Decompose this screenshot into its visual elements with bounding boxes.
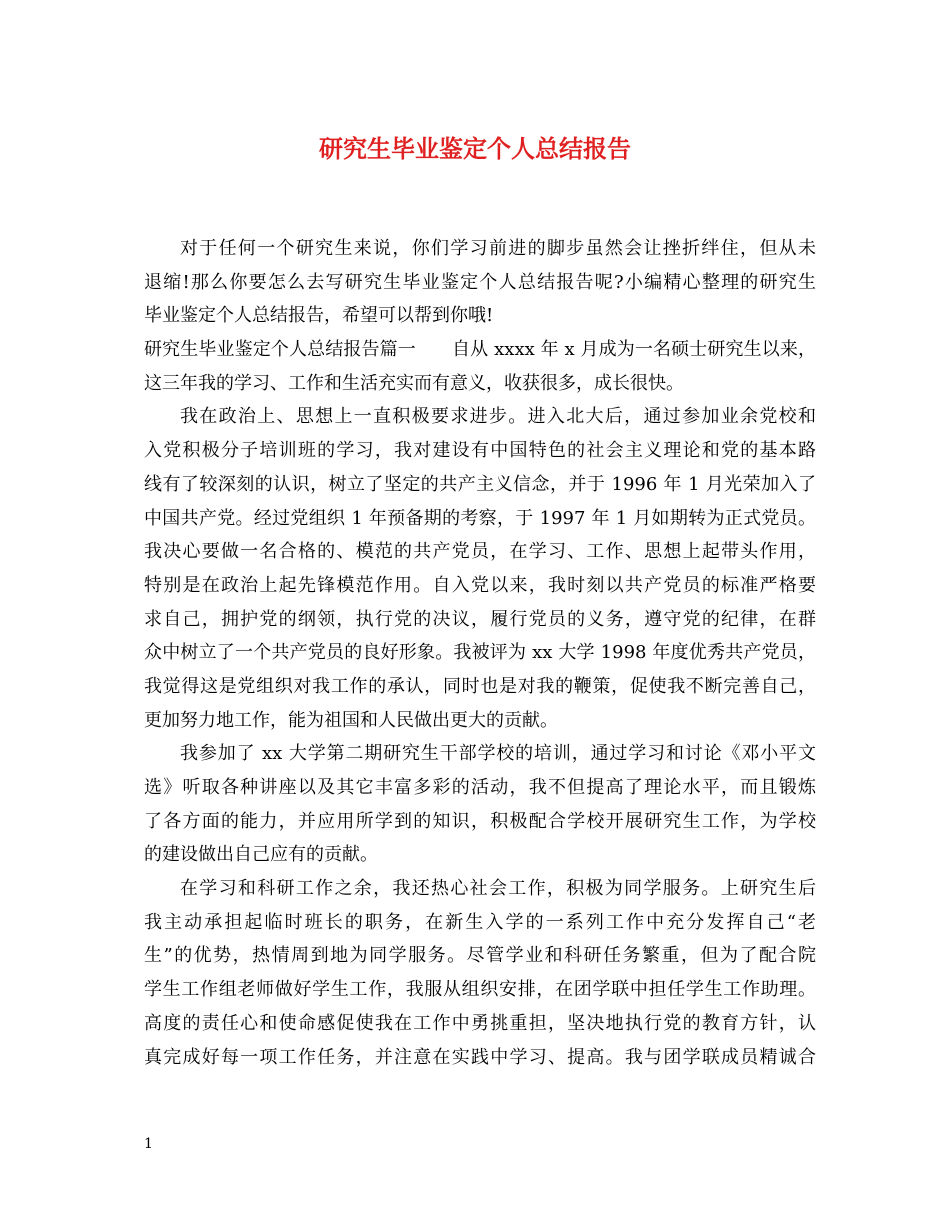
- text-line: 对于任何一个研究生来说，你们学习前进的脚步虽然会让挫折绊住，但从未: [180, 238, 816, 259]
- text-line: 求自己，拥护党的纲领，执行党的决议，履行党员的义务，遵守党的纪律，在群: [144, 608, 816, 630]
- text-line: 我决心要做一名合格的、模范的共产党员，在学习、工作、思想上起带头作用，: [144, 541, 816, 563]
- text-line: 特别是在政治上起先锋模范作用。自入党以来，我时刻以共产党员的标准严格要: [144, 574, 816, 596]
- text-line: 这三年我的学习、工作和生活充实而有意义，收获很多，成长很快。: [144, 372, 684, 394]
- page-number: 1: [144, 1136, 153, 1152]
- text-line: 的建设做出自己应有的贡献。: [144, 844, 378, 866]
- text-line: 了各方面的能力，并应用所学到的知识，积极配合学校开展研究生工作，为学校: [144, 810, 816, 832]
- text-line: 高度的责任心和使命感促使我在工作中勇挑重担，坚决地执行党的教育方针，认: [144, 1012, 816, 1034]
- text-line: 线有了较深刻的认识，树立了坚定的共产主义信念，并于 1996 年 1 月光荣加入了: [144, 473, 816, 495]
- document-body: [144, 232, 816, 1074]
- text-line: 中国共产党。经过党组织 1 年预备期的考察，于 1997 年 1 月如期转为正式党员。: [144, 507, 816, 529]
- text-line: 退缩!那么你要怎么去写研究生毕业鉴定个人总结报告呢?小编精心整理的研究生: [144, 271, 816, 293]
- text-line: 入党积极分子培训班的学习，我对建设有中国特色的社会主义理论和党的基本路: [144, 440, 816, 462]
- text-line: 我在政治上、思想上一直积极要求进步。进入北大后，通过参加业余党校和: [180, 406, 816, 428]
- text-line: 我觉得这是党组织对我工作的承认，同时也是对我的鞭策，促使我不断完善自己，: [144, 675, 816, 697]
- text-line: 更加努力地工作，能为祖国和人民做出更大的贡献。: [144, 709, 558, 731]
- text-line: 众中树立了一个共产党员的良好形象。我被评为 xx 大学 1998 年度优秀共产党员，: [144, 642, 816, 664]
- text-line: 学生工作组老师做好学生工作，我服从组织安排，在团学联中担任学生工作助理。: [144, 979, 816, 1001]
- text-line: 生”的优势，热情周到地为同学服务。尽管学业和科研任务繁重，但为了配合院: [144, 945, 816, 967]
- text-line: 我参加了 xx 大学第二期研究生干部学校的培训，通过学习和讨论《邓小平文: [180, 743, 816, 765]
- text-line: 在学习和科研工作之余，我还热心社会工作，积极为同学服务。上研究生后: [180, 878, 816, 900]
- text-line: 研究生毕业鉴定个人总结报告篇一 自从 xxxx 年 x 月成为一名硕士研究生以来，: [144, 339, 816, 361]
- text-line: 毕业鉴定个人总结报告，希望可以帮到你哦!: [144, 305, 494, 327]
- document-title: 研究生毕业鉴定个人总结报告: [319, 134, 631, 163]
- text-line: 真完成好每一项工作任务，并注意在实践中学习、提高。我与团学联成员精诚合: [144, 1046, 816, 1068]
- text-line: 我主动承担起临时班长的职务，在新生入学的一系列工作中充分发挥自己“老: [144, 911, 816, 933]
- text-line: 选》听取各种讲座以及其它丰富多彩的活动，我不但提高了理论水平，而且锻炼: [144, 777, 816, 798]
